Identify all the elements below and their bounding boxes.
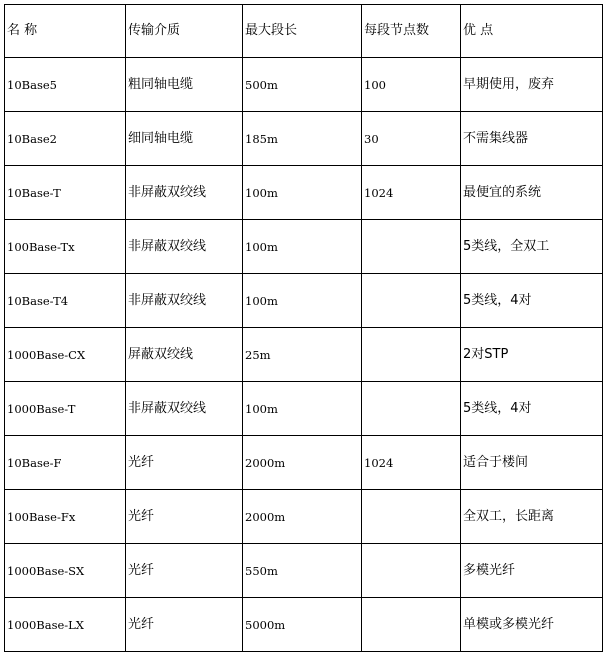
cell-medium: 非屏蔽双绞线 — [126, 220, 243, 274]
cell-nodes — [362, 274, 461, 328]
cell-advantage: 全双工，长距离 — [461, 490, 603, 544]
cell-name: 10Base2 — [5, 112, 126, 166]
cell-nodes — [362, 328, 461, 382]
cell-max-length: 2000m — [243, 436, 362, 490]
cell-name: 100Base-Fx — [5, 490, 126, 544]
cell-advantage: 5类线，4对 — [461, 274, 603, 328]
cell-name: 1000Base-SX — [5, 544, 126, 598]
cell-max-length: 500m — [243, 58, 362, 112]
table-row — [5, 544, 603, 598]
table-row — [5, 490, 603, 544]
cell-max-length: 100m — [243, 382, 362, 436]
cell-nodes: 1024 — [362, 166, 461, 220]
table-row — [5, 382, 603, 436]
cell-medium: 光纤 — [126, 490, 243, 544]
cell-nodes — [362, 598, 461, 652]
table-row — [5, 274, 603, 328]
cell-advantage: 早期使用，废弃 — [461, 58, 603, 112]
cell-medium: 屏蔽双绞线 — [126, 328, 243, 382]
cell-advantage: 不需集线器 — [461, 112, 603, 166]
cell-medium: 光纤 — [126, 598, 243, 652]
cell-advantage: 2对STP — [461, 328, 603, 382]
cell-advantage: 5类线，4对 — [461, 382, 603, 436]
table-row — [5, 112, 603, 166]
header-nodes: 每段节点数 — [362, 5, 461, 58]
cell-name: 1000Base-CX — [5, 328, 126, 382]
table-row — [5, 328, 603, 382]
cell-advantage: 5类线，全双工 — [461, 220, 603, 274]
cell-advantage: 最便宜的系统 — [461, 166, 603, 220]
cell-medium: 非屏蔽双绞线 — [126, 274, 243, 328]
header-advantage: 优 点 — [461, 5, 603, 58]
table-row — [5, 436, 603, 490]
cell-medium: 非屏蔽双绞线 — [126, 166, 243, 220]
cell-max-length: 5000m — [243, 598, 362, 652]
cell-nodes — [362, 490, 461, 544]
cell-name: 100Base-Tx — [5, 220, 126, 274]
cell-name: 10Base-T — [5, 166, 126, 220]
cell-max-length: 25m — [243, 328, 362, 382]
cell-name: 10Base-F — [5, 436, 126, 490]
table-row — [5, 220, 603, 274]
cell-medium: 细同轴电缆 — [126, 112, 243, 166]
cell-max-length: 100m — [243, 220, 362, 274]
cell-medium: 非屏蔽双绞线 — [126, 382, 243, 436]
cell-max-length: 185m — [243, 112, 362, 166]
cell-medium: 光纤 — [126, 544, 243, 598]
header-medium: 传输介质 — [126, 5, 243, 58]
table-row — [5, 598, 603, 652]
cell-nodes: 100 — [362, 58, 461, 112]
header-name: 名 称 — [5, 5, 126, 58]
cell-nodes: 1024 — [362, 436, 461, 490]
cell-name: 10Base-T4 — [5, 274, 126, 328]
cell-nodes — [362, 220, 461, 274]
cell-max-length: 100m — [243, 274, 362, 328]
cell-nodes: 30 — [362, 112, 461, 166]
cell-name: 10Base5 — [5, 58, 126, 112]
cell-advantage: 单模或多模光纤 — [461, 598, 603, 652]
cell-name: 1000Base-T — [5, 382, 126, 436]
cell-advantage: 多模光纤 — [461, 544, 603, 598]
cell-max-length: 550m — [243, 544, 362, 598]
cell-medium: 光纤 — [126, 436, 243, 490]
cell-advantage: 适合于楼间 — [461, 436, 603, 490]
cell-nodes — [362, 544, 461, 598]
cell-max-length: 2000m — [243, 490, 362, 544]
cell-name: 1000Base-LX — [5, 598, 126, 652]
table-row — [5, 58, 603, 112]
ethernet-standards-table — [4, 4, 603, 652]
cell-nodes — [362, 382, 461, 436]
table-row — [5, 166, 603, 220]
cell-max-length: 100m — [243, 166, 362, 220]
cell-medium: 粗同轴电缆 — [126, 58, 243, 112]
header-max-length: 最大段长 — [243, 5, 362, 58]
table-header-row — [5, 5, 603, 58]
